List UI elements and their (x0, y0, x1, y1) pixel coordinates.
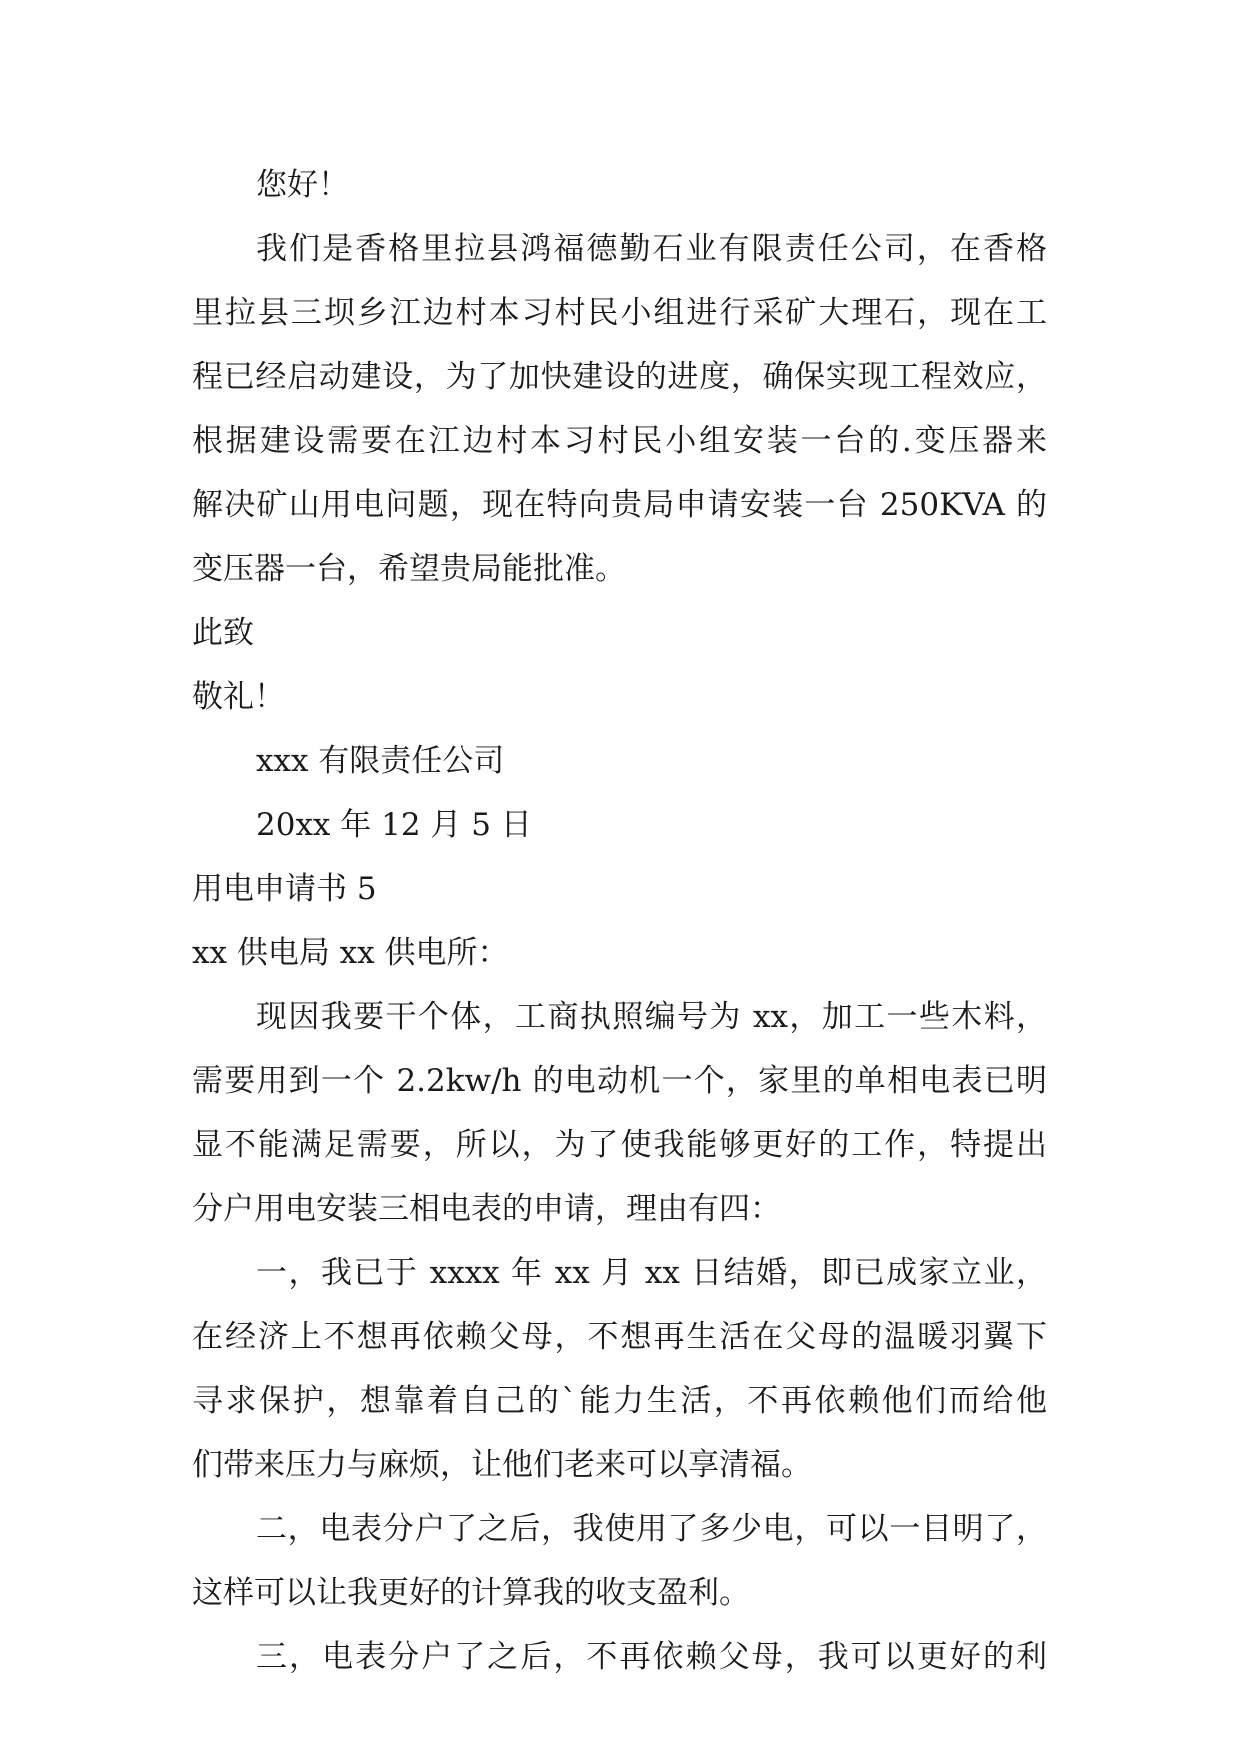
paragraph-line: 解决矿山用电问题，现在特向贵局申请安装一台 250KVA 的 (192, 487, 1047, 523)
paragraph-line: 一，我已于 xxxx 年 xx 月 xx 日结婚，即已成家立业， (256, 1255, 1047, 1291)
paragraph-line: 现因我要干个体，工商执照编号为 xx，加工一些木料， (256, 999, 1047, 1035)
section-title: 用电申请书 5 (192, 871, 377, 907)
paragraph-line: 需要用到一个 2.2kw/h 的电动机一个，家里的单相电表已明 (192, 1063, 1047, 1099)
closing-line: 此致 (192, 615, 254, 651)
date-line: 20xx 年 12 月 5 日 (256, 807, 532, 843)
paragraph-line: 在经济上不想再依赖父母，不想再生活在父母的温暖羽翼下 (192, 1319, 1047, 1355)
paragraph-line: 这样可以让我更好的计算我的收支盈利。 (192, 1575, 750, 1611)
paragraph-line: 寻求保护，想靠着自己的`能力生活，不再依赖他们而给他 (192, 1383, 1047, 1419)
paragraph-line: 变压器一台，希望贵局能批准。 (192, 551, 626, 587)
paragraph-line: 三，电表分户了之后，不再依赖父母，我可以更好的利 (256, 1639, 1047, 1675)
closing-line: 敬礼！ (192, 679, 285, 715)
paragraph-line: 程已经启动建设，为了加快建设的进度，确保实现工程效应， (192, 359, 1047, 395)
paragraph-line: 显不能满足需要，所以，为了使我能够更好的工作，特提出 (192, 1127, 1047, 1163)
recipient: xx 供电局 xx 供电所： (192, 935, 509, 971)
paragraph-line: 我们是香格里拉县鸿福德勤石业有限责任公司，在香格 (256, 231, 1047, 267)
greeting: 您好！ (256, 167, 349, 203)
paragraph-line: 分户用电安装三相电表的申请，理由有四： (192, 1191, 781, 1227)
paragraph-line: 们带来压力与麻烦，让他们老来可以享清福。 (192, 1447, 812, 1483)
paragraph-line: 根据建设需要在江边村本习村民小组安装一台的.变压器来 (192, 423, 1047, 459)
signature: xxx 有限责任公司 (256, 743, 505, 779)
paragraph-line: 里拉县三坝乡江边村本习村民小组进行采矿大理石，现在工 (192, 295, 1047, 331)
paragraph-line: 二，电表分户了之后，我使用了多少电，可以一目明了， (256, 1511, 1047, 1547)
